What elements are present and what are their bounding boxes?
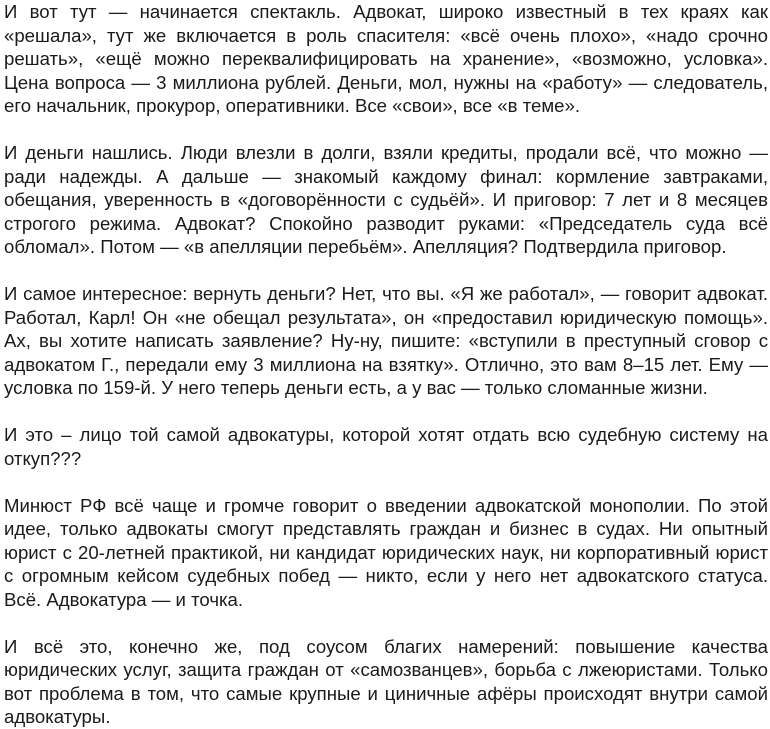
paragraph-face-of-bar: И это – лицо той самой адвокатуры, которой хотят отдать всю судебную систему на откуп???	[4, 424, 768, 469]
paragraph-good-intentions: И всё это, конечно же, под соусом благих намерений: повышение качества юридических услуг, защита граждан от «самозванцев», борьба с лжеюристами. Только вот проблема в том, что самые крупные и циничные афёры происходят внутри самой адвокатуры.	[4, 635, 768, 727]
paragraph-spectacle: И вот тут — начинается спектакль. Адвокат, широко известный в тех краях как «решала», тут же включается в роль спасителя: «всё очень плохо», «надо срочно решать», «ещё можно переквалифицировать на хранение», «возможно, условка». Цена вопроса — 3 миллиона рублей. Деньги, мол, нужны на «работу» — следователь, его начальник, прокурор, оперативники. Все «свои», все «в теме».	[4, 1, 768, 116]
paragraph-ministry-monopoly: Минюст РФ всё чаще и громче говорит о введении адвокатской монополии. По этой идее, только адвокаты смогут представлять граждан и бизнес в судах. Ни опытный юрист с 20-летней практикой, ни кандидат юридических наук, ни корпоративный юрист с огромным кейсом судебных побед — никто, если у него нет адвокатского статуса. Всё. Адвокатура — и точка.	[4, 494, 768, 610]
article-body	[4, 0, 768, 729]
paragraph-return-money: И самое интересное: вернуть деньги? Нет, что вы. «Я же работал», — говорит адвокат. Работал, Карл! Он «не обещал результата», он «предоставил юридическую помощь». Ах, вы хотите написать заявление? Ну-ну, пишите: «вступили в преступный сговор с адвокатом Г., передали ему 3 миллиона на взятку». Отлично, это вам 8–15 лет. Ему — условка по 159-й. У него теперь деньги есть, а у вас — только сломанные жизни.	[4, 283, 768, 398]
paragraph-money-found: И деньги нашлись. Люди влезли в долги, взяли кредиты, продали всё, что можно — ради надежды. А дальше — знакомый каждому финал: кормление завтраками, обещания, уверенность в «договорённости с судьёй». И приговор: 7 лет и 8 месяцев строгого режима. Адвокат? Спокойно разводит руками: «Председатель суда всё обломал». Потом — «в апелляции перебьём». Апелляция? Подтвердила приговор.	[4, 142, 768, 257]
